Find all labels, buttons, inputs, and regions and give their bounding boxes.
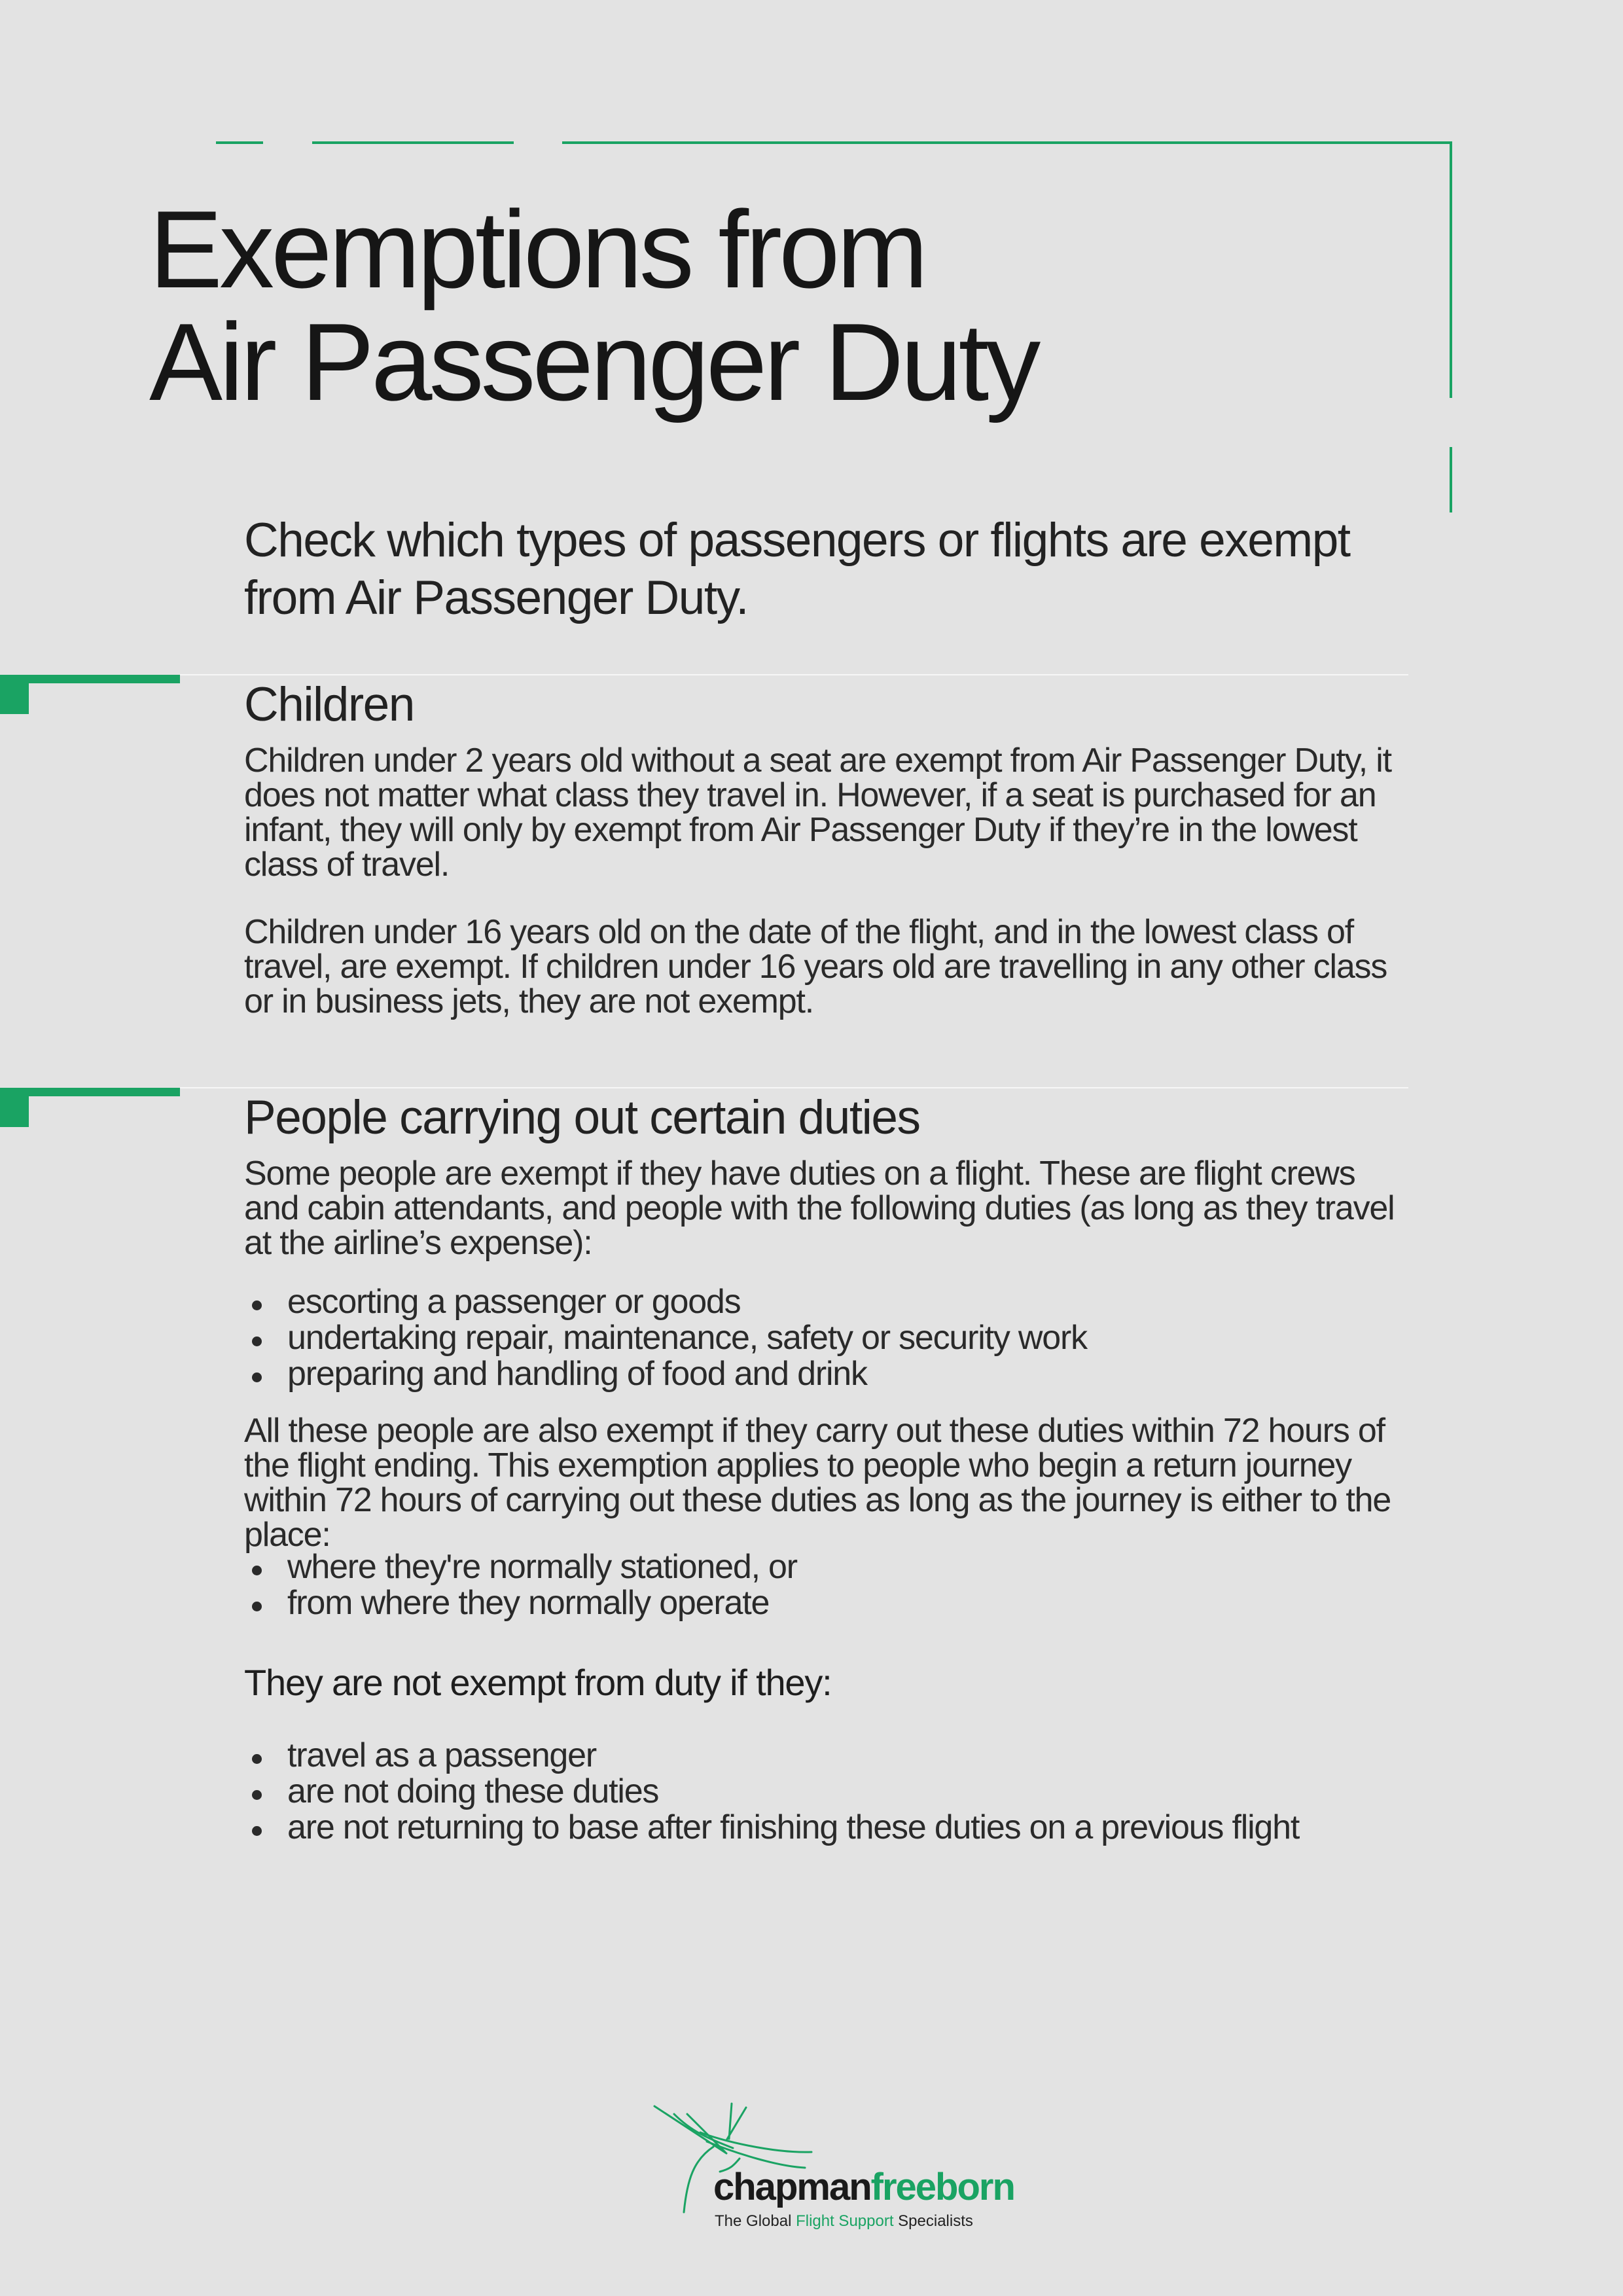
section-marker-duties-block xyxy=(0,1088,29,1127)
list-item: undertaking repair, maintenance, safety or security work xyxy=(244,1320,1416,1356)
list-item: escorting a passenger or goods xyxy=(244,1284,1416,1320)
title-line-2: Air Passenger Duty xyxy=(149,300,1038,423)
list-item: are not returning to base after finishing these duties on a previous flight xyxy=(244,1810,1416,1846)
company-logo xyxy=(648,2101,1014,2232)
title-line-1: Exemptions from xyxy=(149,188,925,311)
list-item: are not doing these duties xyxy=(244,1774,1416,1810)
section-marker-children-block xyxy=(0,675,29,714)
duties-paragraph-2: All these people are also exempt if they carry out these duties within 72 hours of the flight ending. This exemption applies to people who begin a return journey within 72 hours of carrying out these duties as long as the journey is either to the place: xyxy=(244,1412,1391,1554)
frame-dash-2 xyxy=(312,141,514,144)
logo-wordmark xyxy=(713,2168,1014,2207)
frame-dash-1 xyxy=(216,141,263,144)
list-item: where they're normally stationed, or xyxy=(244,1549,1416,1585)
page-title xyxy=(149,188,1393,423)
list-item: from where they normally operate xyxy=(244,1585,1416,1621)
tagline-part-1: The Global xyxy=(715,2212,796,2230)
section-heading-children: Children xyxy=(244,678,414,731)
frame-right-dash xyxy=(1450,447,1452,512)
list-item: travel as a passenger xyxy=(244,1738,1416,1774)
tagline-part-2: Flight Support xyxy=(796,2212,894,2230)
not-exempt-list xyxy=(244,1738,1416,1846)
section-heading-duties: People carrying out certain duties xyxy=(244,1091,920,1144)
duties-list-1 xyxy=(244,1284,1416,1392)
children-paragraph-1: Children under 2 years old without a seat are exempt from Air Passenger Duty, it does not matter what class they travel in. However, if a seat is purchased for an infant, they will only by exempt from Air Passenger Duty if they’re in the lowest class of travel. xyxy=(244,742,1391,884)
frame-right-line xyxy=(1450,141,1452,398)
tagline-part-3: Specialists xyxy=(893,2212,973,2230)
intro-text: Check which types of passengers or flights are exempt from Air Passenger Duty. xyxy=(244,514,1350,624)
duties-list-2 xyxy=(244,1549,1416,1621)
logo-name-part-1: chapman xyxy=(713,2166,871,2208)
not-exempt-heading: They are not exempt from duty if they: xyxy=(244,1662,832,1703)
list-item: preparing and handling of food and drink xyxy=(244,1356,1416,1392)
duties-paragraph-1: Some people are exempt if they have duties on a flight. These are flight crews and cabin attendants, and people with the following duties (as long as they travel at the airline’s expense): xyxy=(244,1155,1395,1262)
logo-name-part-2: freeborn xyxy=(870,2166,1014,2208)
children-paragraph-2: Children under 16 years old on the date of the flight, and in the lowest class of travel, are exempt. If children under 16 years old are travelling in any other class or in business jets, they are not exempt. xyxy=(244,913,1387,1020)
logo-tagline xyxy=(715,2212,973,2231)
frame-top-line xyxy=(562,141,1452,144)
